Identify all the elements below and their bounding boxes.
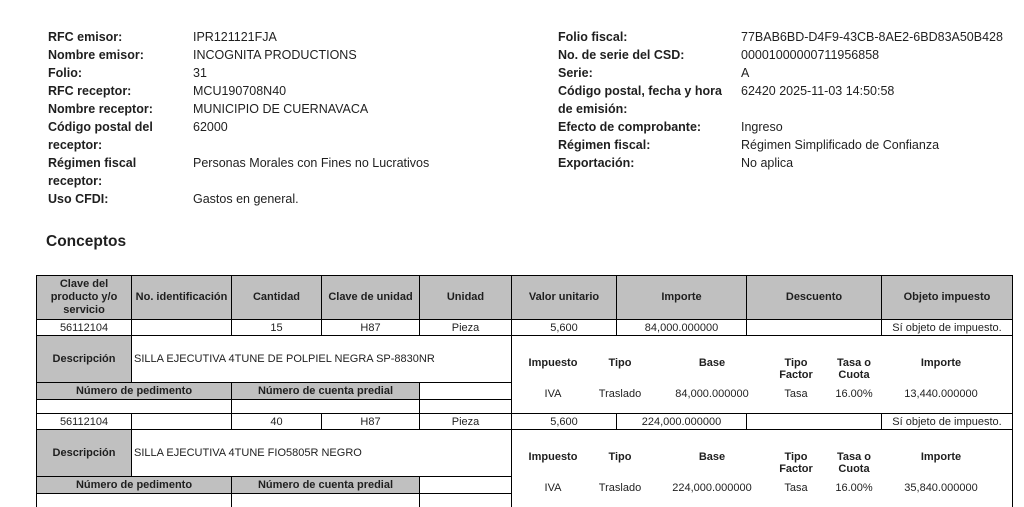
tax-value-tipo: Traslado [598,387,642,400]
cell-no-identificacion [132,320,232,336]
field-nombre-receptor [48,100,558,118]
field-rfc-receptor [48,82,558,100]
fiscal-fields [558,28,1024,208]
field-label: Código postal, fecha y hora de emisión: [558,84,722,116]
cell-clave-producto: 56112104 [37,414,132,430]
column-header-cantidad: Cantidad [232,276,322,320]
tax-header-tasa-cuota: Tasa o Cuota [836,356,872,381]
field-value: Personas Morales con Fines no Lucrativos [193,156,430,170]
column-header-clave-unidad: Clave de unidad [322,276,420,320]
field-label: Régimen fiscal receptor: [48,156,137,188]
column-header-valor-unitario: Valor unitario [512,276,617,320]
pedimento-value [37,494,232,507]
tax-header-impuesto: Impuesto [528,450,578,463]
field-efecto-comprobante [558,118,1024,136]
spacer-cell [420,383,512,400]
tax-value-impuesto: IVA [544,387,562,400]
tax-header-tipo-factor: Tipo Factor [779,450,813,475]
tax-value-tipo-factor: Tasa [784,481,808,494]
description-label: Descripción [37,336,132,383]
column-header-objeto-impuesto: Objeto impuesto [882,276,1013,320]
description-value: SILLA EJECUTIVA 4TUNE DE POLPIEL NEGRA SP-8830NR [132,336,512,383]
cell-valor-unitario: 5,600 [512,320,617,336]
pedimento-header: Número de pedimento [37,477,232,494]
tax-value-tasa-cuota: 16.00% [835,387,873,400]
field-serie [558,64,1024,82]
pedimento-header: Número de pedimento [37,383,232,400]
field-value: MUNICIPIO DE CUERNAVACA [193,102,369,116]
cuenta-predial-value [232,400,420,414]
field-value: 77BAB6BD-D4F9-43CB-8AE2-6BD83A50B428 [741,30,1003,44]
field-label: Uso CFDI: [48,192,109,206]
spacer-cell [420,477,512,494]
field-value: Ingreso [741,120,783,134]
spacer-cell [420,494,512,507]
column-header-no-identificacion: No. identificación [132,276,232,320]
cuenta-predial-header: Número de cuenta predial [232,477,420,494]
field-value: 62000 [193,120,228,134]
field-label: Código postal del receptor: [48,120,153,152]
cell-descuento [747,320,882,336]
cell-descuento [747,414,882,430]
invoice-header-section [0,0,1024,208]
field-label: Folio fiscal: [558,30,628,44]
conceptos-section-title: Conceptos [46,233,127,250]
spacer-cell [420,400,512,414]
field-label: Serie: [558,66,593,80]
pedimento-value [37,400,232,414]
cell-valor-unitario: 5,600 [512,414,617,430]
tax-value-importe: 35,840.000000 [904,481,978,494]
field-value: MCU190708N40 [193,84,287,98]
column-header-clave-producto: Clave del producto y/o servicio [37,276,132,320]
cell-clave-unidad: H87 [322,320,420,336]
field-codigo-postal-fecha-emision [558,82,1024,118]
field-value: No aplica [741,156,794,170]
tax-value-tipo-factor: Tasa [784,387,808,400]
field-regimen-fiscal [558,136,1024,154]
tax-header-base: Base [698,450,726,463]
field-value: 00001000000711956858 [741,48,880,62]
field-label: Folio: [48,66,83,80]
description-label: Descripción [37,430,132,477]
field-value: INCOGNITA PRODUCTIONS [193,48,357,62]
tax-value-importe: 13,440.000000 [904,387,978,400]
cell-objeto-impuesto: Sí objeto de impuesto. [882,320,1013,336]
tax-header-tipo-factor: Tipo Factor [779,356,813,381]
field-label: Régimen fiscal: [558,138,651,152]
tax-header-base: Base [698,356,726,369]
field-label: Nombre receptor: [48,102,153,116]
table-header-row [37,276,1013,320]
tax-grid [514,350,1010,400]
tax-value-tasa-cuota: 16.00% [835,481,873,494]
field-uso-cfdi [48,190,558,208]
field-rfc-emisor [48,28,558,46]
cell-unidad: Pieza [420,414,512,430]
cell-unidad: Pieza [420,320,512,336]
tax-header-importe: Importe [920,450,962,463]
field-value: IPR121121FJA [193,30,277,44]
column-header-unidad: Unidad [420,276,512,320]
tax-header-tipo: Tipo [608,450,632,463]
cell-clave-unidad: H87 [322,414,420,430]
cell-importe: 84,000.000000 [617,320,747,336]
cell-cantidad: 15 [232,320,322,336]
field-label: Nombre emisor: [48,48,144,62]
column-header-descuento: Descuento [747,276,882,320]
emitter-receiver-fields [48,28,558,208]
tax-value-base: 84,000.000000 [675,387,749,400]
field-regimen-fiscal-receptor [48,154,558,190]
field-nombre-emisor [48,46,558,64]
tax-grid [514,444,1010,494]
cuenta-predial-value [232,494,420,507]
cell-importe: 224,000.000000 [617,414,747,430]
field-label: RFC receptor: [48,84,132,98]
item-values-row [37,414,1013,430]
field-exportacion [558,154,1024,172]
tax-value-base: 224,000.000000 [672,481,752,494]
description-value: SILLA EJECUTIVA 4TUNE FIO5805R NEGRO [132,430,512,477]
item-description-row [37,336,1013,383]
tax-header-tasa-cuota: Tasa o Cuota [836,450,872,475]
field-label: No. de serie del CSD: [558,48,685,62]
field-folio-fiscal [558,28,1024,46]
cell-no-identificacion [132,414,232,430]
tax-header-impuesto: Impuesto [528,356,578,369]
field-label: RFC emisor: [48,30,123,44]
field-folio [48,64,558,82]
column-header-importe: Importe [617,276,747,320]
cell-cantidad: 40 [232,414,322,430]
field-value: Gastos en general. [193,192,299,206]
tax-header-tipo: Tipo [608,356,632,369]
field-value: 62420 2025-11-03 14:50:58 [741,84,895,98]
cell-objeto-impuesto: Sí objeto de impuesto. [882,414,1013,430]
tax-value-impuesto: IVA [544,481,562,494]
item-values-row [37,320,1013,336]
field-no-serie-csd [558,46,1024,64]
tax-header-importe: Importe [920,356,962,369]
tax-value-tipo: Traslado [598,481,642,494]
item-tax-detail [512,430,1013,507]
field-codigo-postal-receptor [48,118,558,154]
field-label: Exportación: [558,156,635,170]
cuenta-predial-header: Número de cuenta predial [232,383,420,400]
item-description-row [37,430,1013,477]
field-value: Régimen Simplificado de Confianza [741,138,940,152]
field-value: 31 [193,66,207,80]
conceptos-table [36,275,1013,507]
field-label: Efecto de comprobante: [558,120,702,134]
cell-clave-producto: 56112104 [37,320,132,336]
field-value: A [741,66,750,80]
item-tax-detail [512,336,1013,414]
